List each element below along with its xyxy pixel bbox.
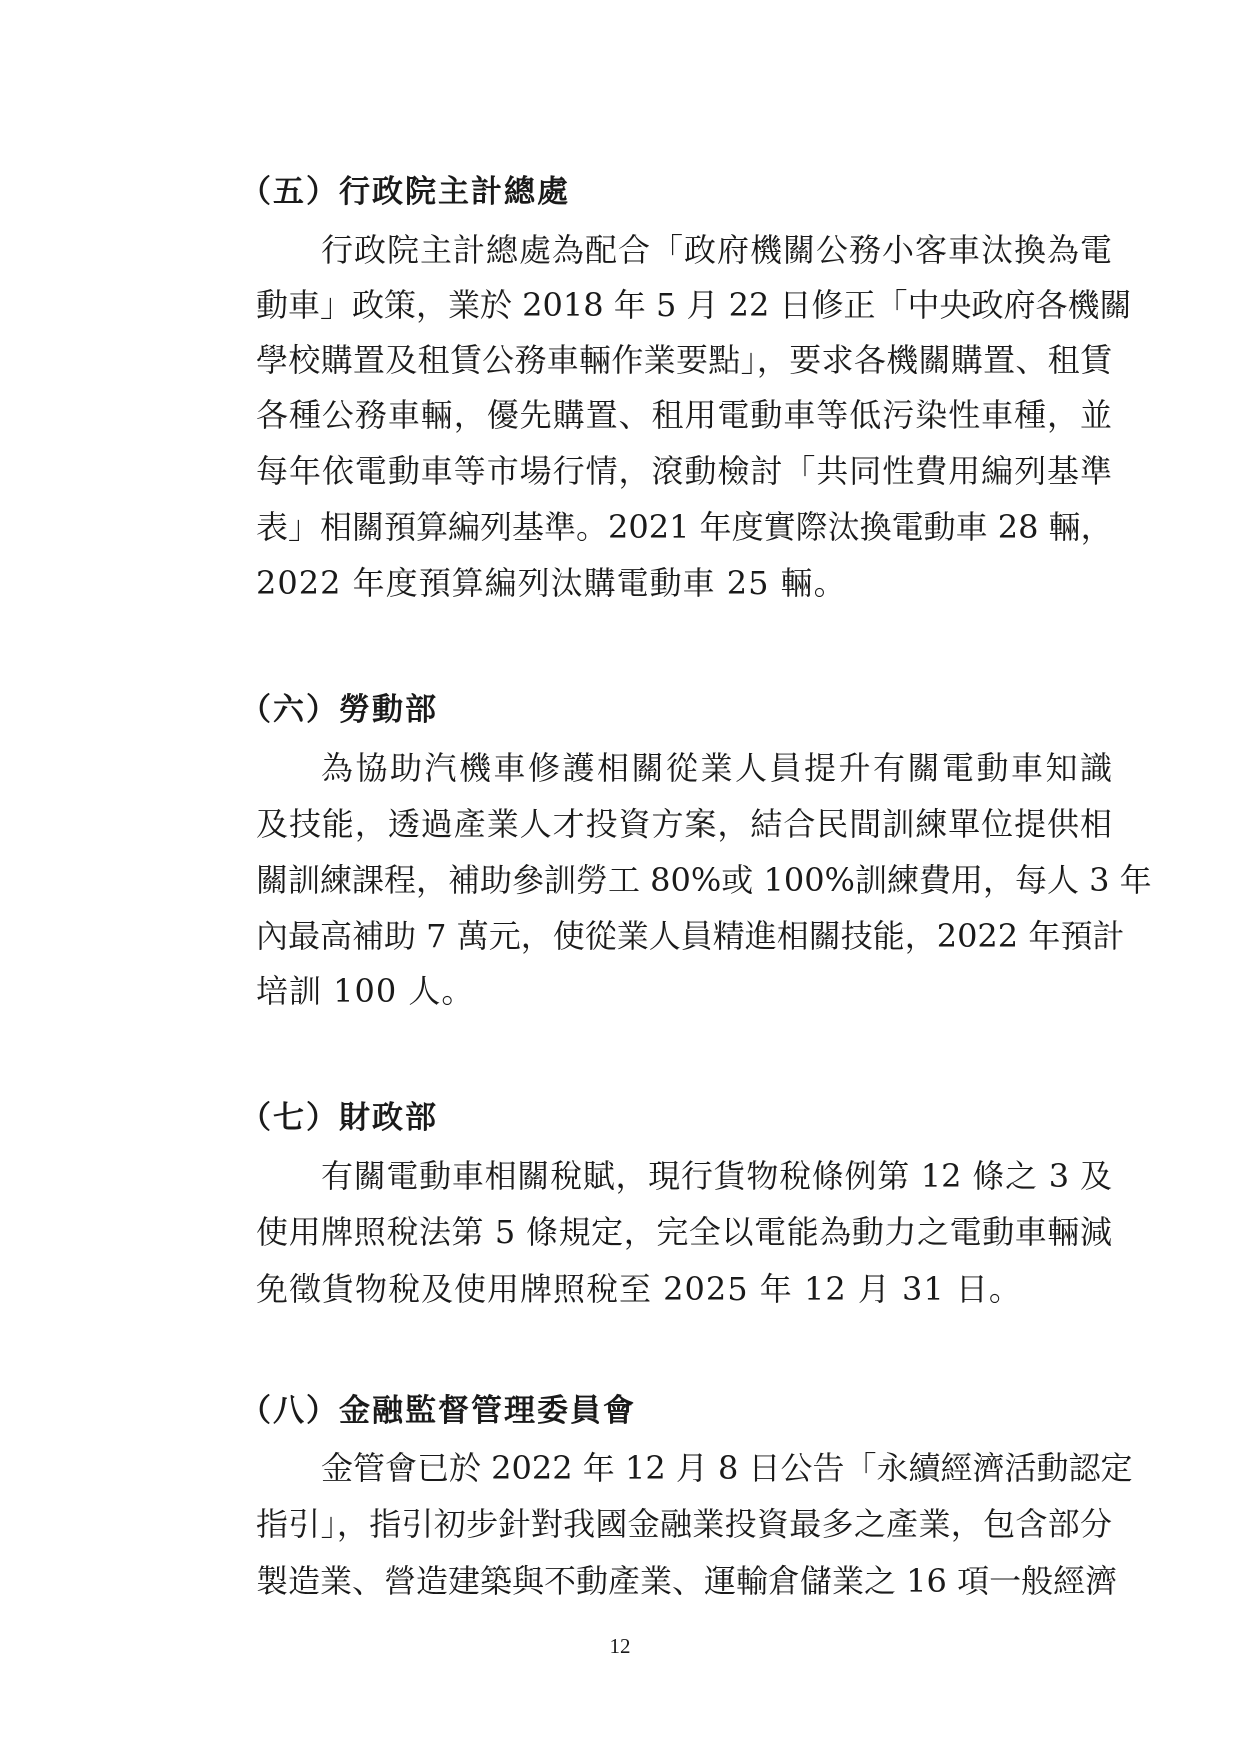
paragraph-line: 培訓 100 人。 [256,972,475,1010]
section-heading-6: （六）勞動部 [240,692,438,728]
paragraph-line: 製造業、營造建築與不動產業、運輸倉儲業之 16 項一般經濟 [256,1562,1118,1600]
paragraph-line: 2022 年度預算編列汰購電動車 25 輛。 [256,564,847,602]
paragraph-line: 指引」，指引初步針對我國金融業投資最多之產業，包含部分 [256,1505,1112,1543]
paragraph-line: 金管會已於 2022 年 12 月 8 日公告「永續經濟活動認定 [321,1449,1133,1487]
paragraph-line: 行政院主計總處為配合「政府機關公務小客車汰換為電 [321,231,1112,269]
paragraph-line: 動車」政策，業於 2018 年 5 月 22 日修正「中央政府各機關 [256,286,1132,324]
paragraph-line: 使用牌照稅法第 5 條規定，完全以電能為動力之電動車輛減 [256,1213,1112,1251]
page-number: 12 [609,1634,631,1658]
paragraph-line: 免徵貨物稅及使用牌照稅至 2025 年 12 月 31 日。 [256,1270,1022,1308]
section-heading-8: （八）金融監督管理委員會 [240,1393,636,1429]
paragraph-line: 關訓練課程，補助參訓勞工 80%或 100%訓練費用，每人 3 年 [256,861,1152,899]
section-heading-5: （五）行政院主計總處 [240,174,570,210]
paragraph-line: 每年依電動車等市場行情，滾動檢討「共同性費用編列基準 [256,452,1112,490]
paragraph-line: 表」相關預算編列基準。2021 年度實際汰換電動車 28 輛， [256,508,1113,546]
paragraph-line: 為協助汽機車修護相關從業人員提升有關電動車知識 [321,749,1112,787]
paragraph-line: 及技能，透過產業人才投資方案，結合民間訓練單位提供相 [256,805,1112,843]
paragraph-line: 內最高補助 7 萬元，使從業人員精進相關技能，2022 年預計 [256,917,1125,955]
paragraph-line: 有關電動車相關稅賦，現行貨物稅條例第 12 條之 3 及 [321,1157,1112,1195]
paragraph-line: 學校購置及租賃公務車輛作業要點」，要求各機關購置、租賃 [256,341,1112,379]
paragraph-line: 各種公務車輛，優先購置、租用電動車等低污染性車種，並 [256,396,1112,434]
section-heading-7: （七）財政部 [240,1100,438,1136]
